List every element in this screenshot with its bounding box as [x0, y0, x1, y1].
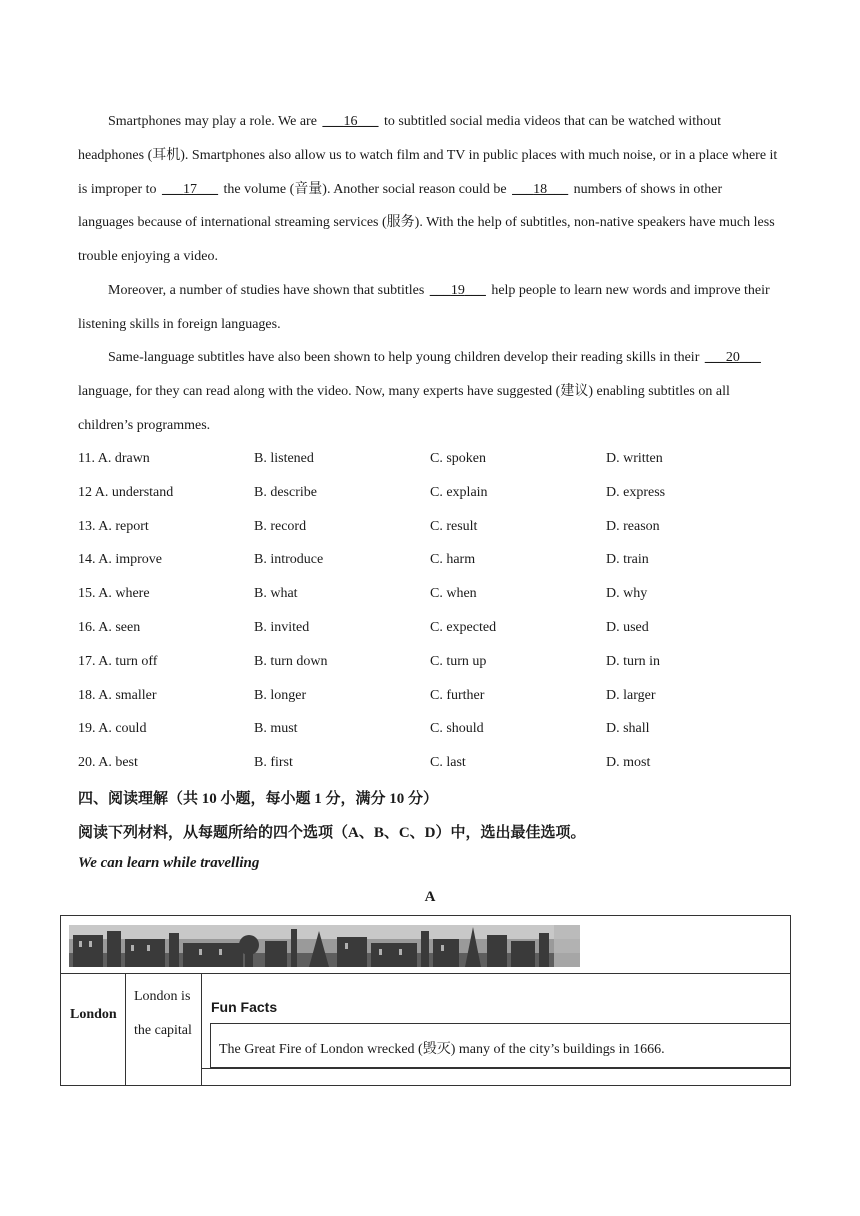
option-row-20 [78, 755, 778, 775]
option-c: C. expected [430, 620, 497, 635]
option-row-16 [78, 620, 778, 640]
option-d: D. why [606, 586, 648, 601]
option-b: B. what [254, 586, 298, 601]
option-d: D. express [606, 485, 666, 500]
blank-20: ___20___ [704, 350, 761, 365]
option-c: C. spoken [430, 451, 486, 466]
table-divider [202, 1068, 790, 1069]
option-b: B. listened [254, 451, 314, 466]
option-a: 12 A. understand [78, 485, 174, 500]
travel-table [60, 915, 791, 1086]
city-name: London [70, 1007, 117, 1022]
table-banner-row [61, 916, 790, 974]
option-c: C. should [430, 721, 484, 736]
option-b: B. turn down [254, 654, 328, 669]
blank-19: ___19___ [429, 283, 486, 298]
option-b: B. longer [254, 688, 307, 703]
option-c: C. turn up [430, 654, 487, 669]
option-c: C. further [430, 688, 485, 703]
option-c: C. result [430, 519, 478, 534]
option-d: D. turn in [606, 654, 661, 669]
passage-text: numbers of shows in other languages because of international streaming services (服务). With the help of subtitles, non-native speakers have much less trouble enjoying a video. [78, 181, 775, 265]
option-a: 19. A. could [78, 721, 147, 736]
option-row-12 [78, 485, 778, 505]
option-a: 11. A. drawn [78, 451, 150, 466]
passage-paragraph-2 [78, 274, 778, 342]
section-instruction: 阅读下列材料，从每题所给的四个选项（A、B、C、D）中，选出最佳选项。 [78, 825, 586, 841]
option-c: C. when [430, 586, 477, 601]
passage-text: language, for they can read along with the video. Now, many experts have suggested (建议) enabling subtitles on all children’s programmes. [78, 383, 730, 433]
fact-text: The Great Fire of London wrecked (毁灭) many of the city’s buildings in 1666. [219, 1042, 665, 1057]
option-a: 14. A. improve [78, 552, 162, 567]
city-description: London is the capital [134, 989, 192, 1038]
option-a: 13. A. report [78, 519, 149, 534]
option-row-13 [78, 519, 778, 539]
blank-18: ___18___ [512, 181, 569, 197]
option-d: D. written [606, 451, 663, 466]
option-d: D. shall [606, 721, 650, 736]
option-a: 17. A. turn off [78, 654, 158, 669]
option-a: 18. A. smaller [78, 688, 157, 703]
blank-16: ___16___ [322, 114, 379, 129]
blank-17: ___17___ [162, 181, 219, 197]
option-b: B. describe [254, 485, 317, 500]
option-c: C. explain [430, 485, 488, 500]
passage-text: to subtitled social media videos that can be watched without headphones (耳机). Smartphones also allow us to watch film and TV in public places with much noise, or in a place where it is improper to [78, 114, 778, 197]
reading-subtitle: We can learn while travelling [78, 855, 260, 871]
option-d: D. reason [606, 519, 660, 534]
passage-text: the volume (音量). Another social reason could be [220, 181, 511, 197]
option-d: D. used [606, 620, 649, 635]
option-d: D. train [606, 552, 649, 567]
option-row-14 [78, 552, 778, 572]
passage-text: Moreover, a number of studies have shown that subtitles [108, 283, 428, 298]
section-heading: 四、阅读理解（共 10 小题，每小题 1 分，满分 10 分） [78, 791, 439, 807]
option-a: 20. A. best [78, 755, 138, 770]
description-cell [126, 974, 202, 1085]
passage-paragraph-3 [78, 341, 778, 442]
passage-letter: A [424, 889, 436, 905]
option-d: D. most [606, 755, 651, 770]
option-d: D. larger [606, 688, 656, 703]
option-b: B. invited [254, 620, 310, 635]
fun-facts-title: Fun Facts [211, 999, 278, 1015]
option-c: C. harm [430, 552, 476, 567]
passage-text: help people to learn new words and improve their listening skills in foreign languages. [78, 283, 770, 332]
option-b: B. introduce [254, 552, 324, 567]
option-row-18 [78, 688, 778, 708]
fact-box [210, 1023, 790, 1068]
option-row-19 [78, 721, 778, 741]
option-b: B. first [254, 755, 293, 770]
passage-paragraph-1 [78, 105, 778, 274]
option-row-17 [78, 654, 778, 674]
option-row-15 [78, 586, 778, 606]
option-row-11 [78, 451, 778, 471]
passage-text: Smartphones may play a role. We are [108, 114, 321, 129]
city-cell [61, 974, 126, 1085]
option-b: B. record [254, 519, 307, 534]
option-a: 15. A. where [78, 586, 150, 601]
london-skyline-image [69, 925, 580, 967]
option-b: B. must [254, 721, 298, 736]
option-a: 16. A. seen [78, 620, 141, 635]
option-c: C. last [430, 755, 466, 770]
passage-text: Same-language subtitles have also been shown to help young children develop their reading skills in their [108, 350, 703, 365]
